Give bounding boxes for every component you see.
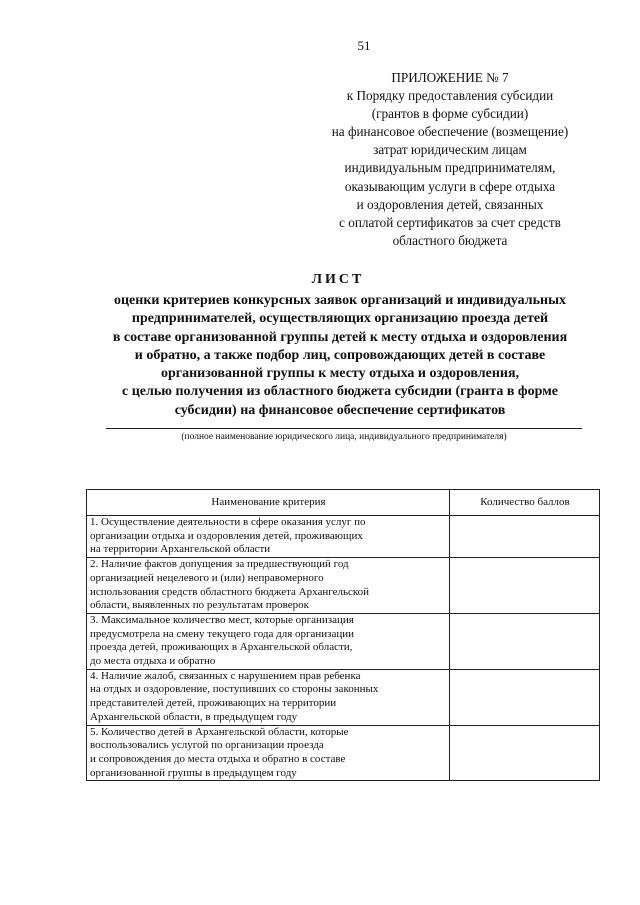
table-row — [87, 558, 600, 614]
criterion-line: использования средств областного бюджета Архангельской — [90, 585, 370, 598]
table-row — [87, 516, 600, 558]
criteria-table — [86, 489, 600, 781]
criterion-line: организованной группы в предыдущем году — [90, 766, 297, 779]
appendix-line: на финансовое обеспечение (возмещение) — [331, 124, 569, 140]
appendix-line: ПРИЛОЖЕНИЕ № 7 — [391, 70, 509, 85]
criterion-line: 3. Максимальное количество мест, которые организация — [90, 613, 354, 626]
subtitle-line: организованной группы к месту отдыха и оздоровления, — [160, 366, 520, 382]
criterion-line: на отдых и оздоровление, поступивших со стороны законных — [90, 683, 379, 696]
criterion-cell — [87, 516, 450, 558]
header-criterion-name: Наименование критерия — [87, 490, 450, 516]
score-cell — [449, 558, 599, 614]
table-header-row — [87, 490, 600, 516]
criterion-line: Архангельской области, в предыдущем году — [90, 710, 298, 723]
criterion-line: 2. Наличие фактов допущения за предшествующий год — [90, 558, 349, 571]
appendix-line: областного бюджета — [392, 232, 508, 248]
criterion-line: 5. Количество детей в Архангельской области, которые — [90, 725, 349, 738]
criterion-line: 1. Осуществление деятельности в сфере оказания услуг по — [90, 516, 366, 528]
criterion-cell — [87, 558, 450, 614]
criterion-line: до места отдыха и обратно — [90, 655, 216, 668]
document-title: ЛИСТ — [311, 272, 365, 287]
appendix-line: с оплатой сертификатов за счет средств — [339, 214, 561, 230]
appendix-line: (грантов в форме субсидии) — [371, 106, 529, 122]
criterion-line: проезда детей, проживающих в Архангельской области, — [90, 641, 353, 654]
score-cell — [449, 613, 599, 669]
criterion-line: представителей детей, проживающих на территории — [90, 697, 337, 710]
appendix-line: к Порядку предоставления субсидии — [346, 88, 554, 104]
appendix-block — [290, 69, 610, 250]
criterion-cell — [87, 669, 450, 725]
subtitle-line: субсидии) на финансовое обеспечение сертификатов — [174, 402, 506, 418]
criterion-line: 4. Наличие жалоб, связанных с нарушением прав ребенка — [90, 669, 361, 682]
table-row — [87, 725, 600, 781]
document-subtitle — [80, 292, 600, 420]
criterion-line: предусмотрела на смену текущего года для организации — [90, 627, 355, 640]
criterion-cell — [87, 613, 450, 669]
table-row — [87, 669, 600, 725]
score-cell — [449, 669, 599, 725]
criterion-cell — [87, 725, 450, 781]
appendix-line: индивидуальным предпринимателям, — [344, 160, 556, 176]
criterion-line: воспользовались услугой по организации проезда — [90, 739, 324, 752]
subtitle-line: оценки критериев конкурсных заявок организаций и индивидуальных — [113, 293, 566, 308]
criterion-line: организации отдыха и оздоровления детей, проживающих — [90, 529, 363, 542]
subtitle-line: в составе организованной группы детей к месту отдыха и оздоровления — [112, 329, 568, 345]
fill-in-caption: (полное наименование юридического лица, индивидуального предпринимателя) — [181, 432, 507, 442]
criterion-line: и сопровождения до места отдыха и обратно в составе — [90, 752, 346, 765]
subtitle-line: предпринимателей, осуществляющих организацию проезда детей — [131, 311, 549, 327]
criterion-line: на территории Архангельской области — [90, 543, 271, 556]
criterion-line: области, выявленных по результатам проверок — [90, 599, 309, 612]
subtitle-line: с целью получения из областного бюджета субсидии (гранта в форме — [122, 384, 558, 400]
header-score: Количество баллов — [449, 490, 599, 516]
page-number: 51 — [357, 38, 371, 53]
score-cell — [449, 516, 599, 558]
appendix-line: затрат юридическим лицам — [373, 142, 527, 158]
criterion-line: организацией нецелевого и (или) неправомерного — [90, 571, 324, 584]
subtitle-line: и обратно, а также подбор лиц, сопровождающих детей в составе — [134, 347, 546, 363]
table-row — [87, 613, 600, 669]
appendix-line: и оздоровления детей, связанных — [356, 196, 544, 212]
score-cell — [449, 725, 599, 781]
appendix-line: оказывающим услуги в сфере отдыха — [344, 178, 556, 194]
fill-in-line — [106, 428, 582, 429]
